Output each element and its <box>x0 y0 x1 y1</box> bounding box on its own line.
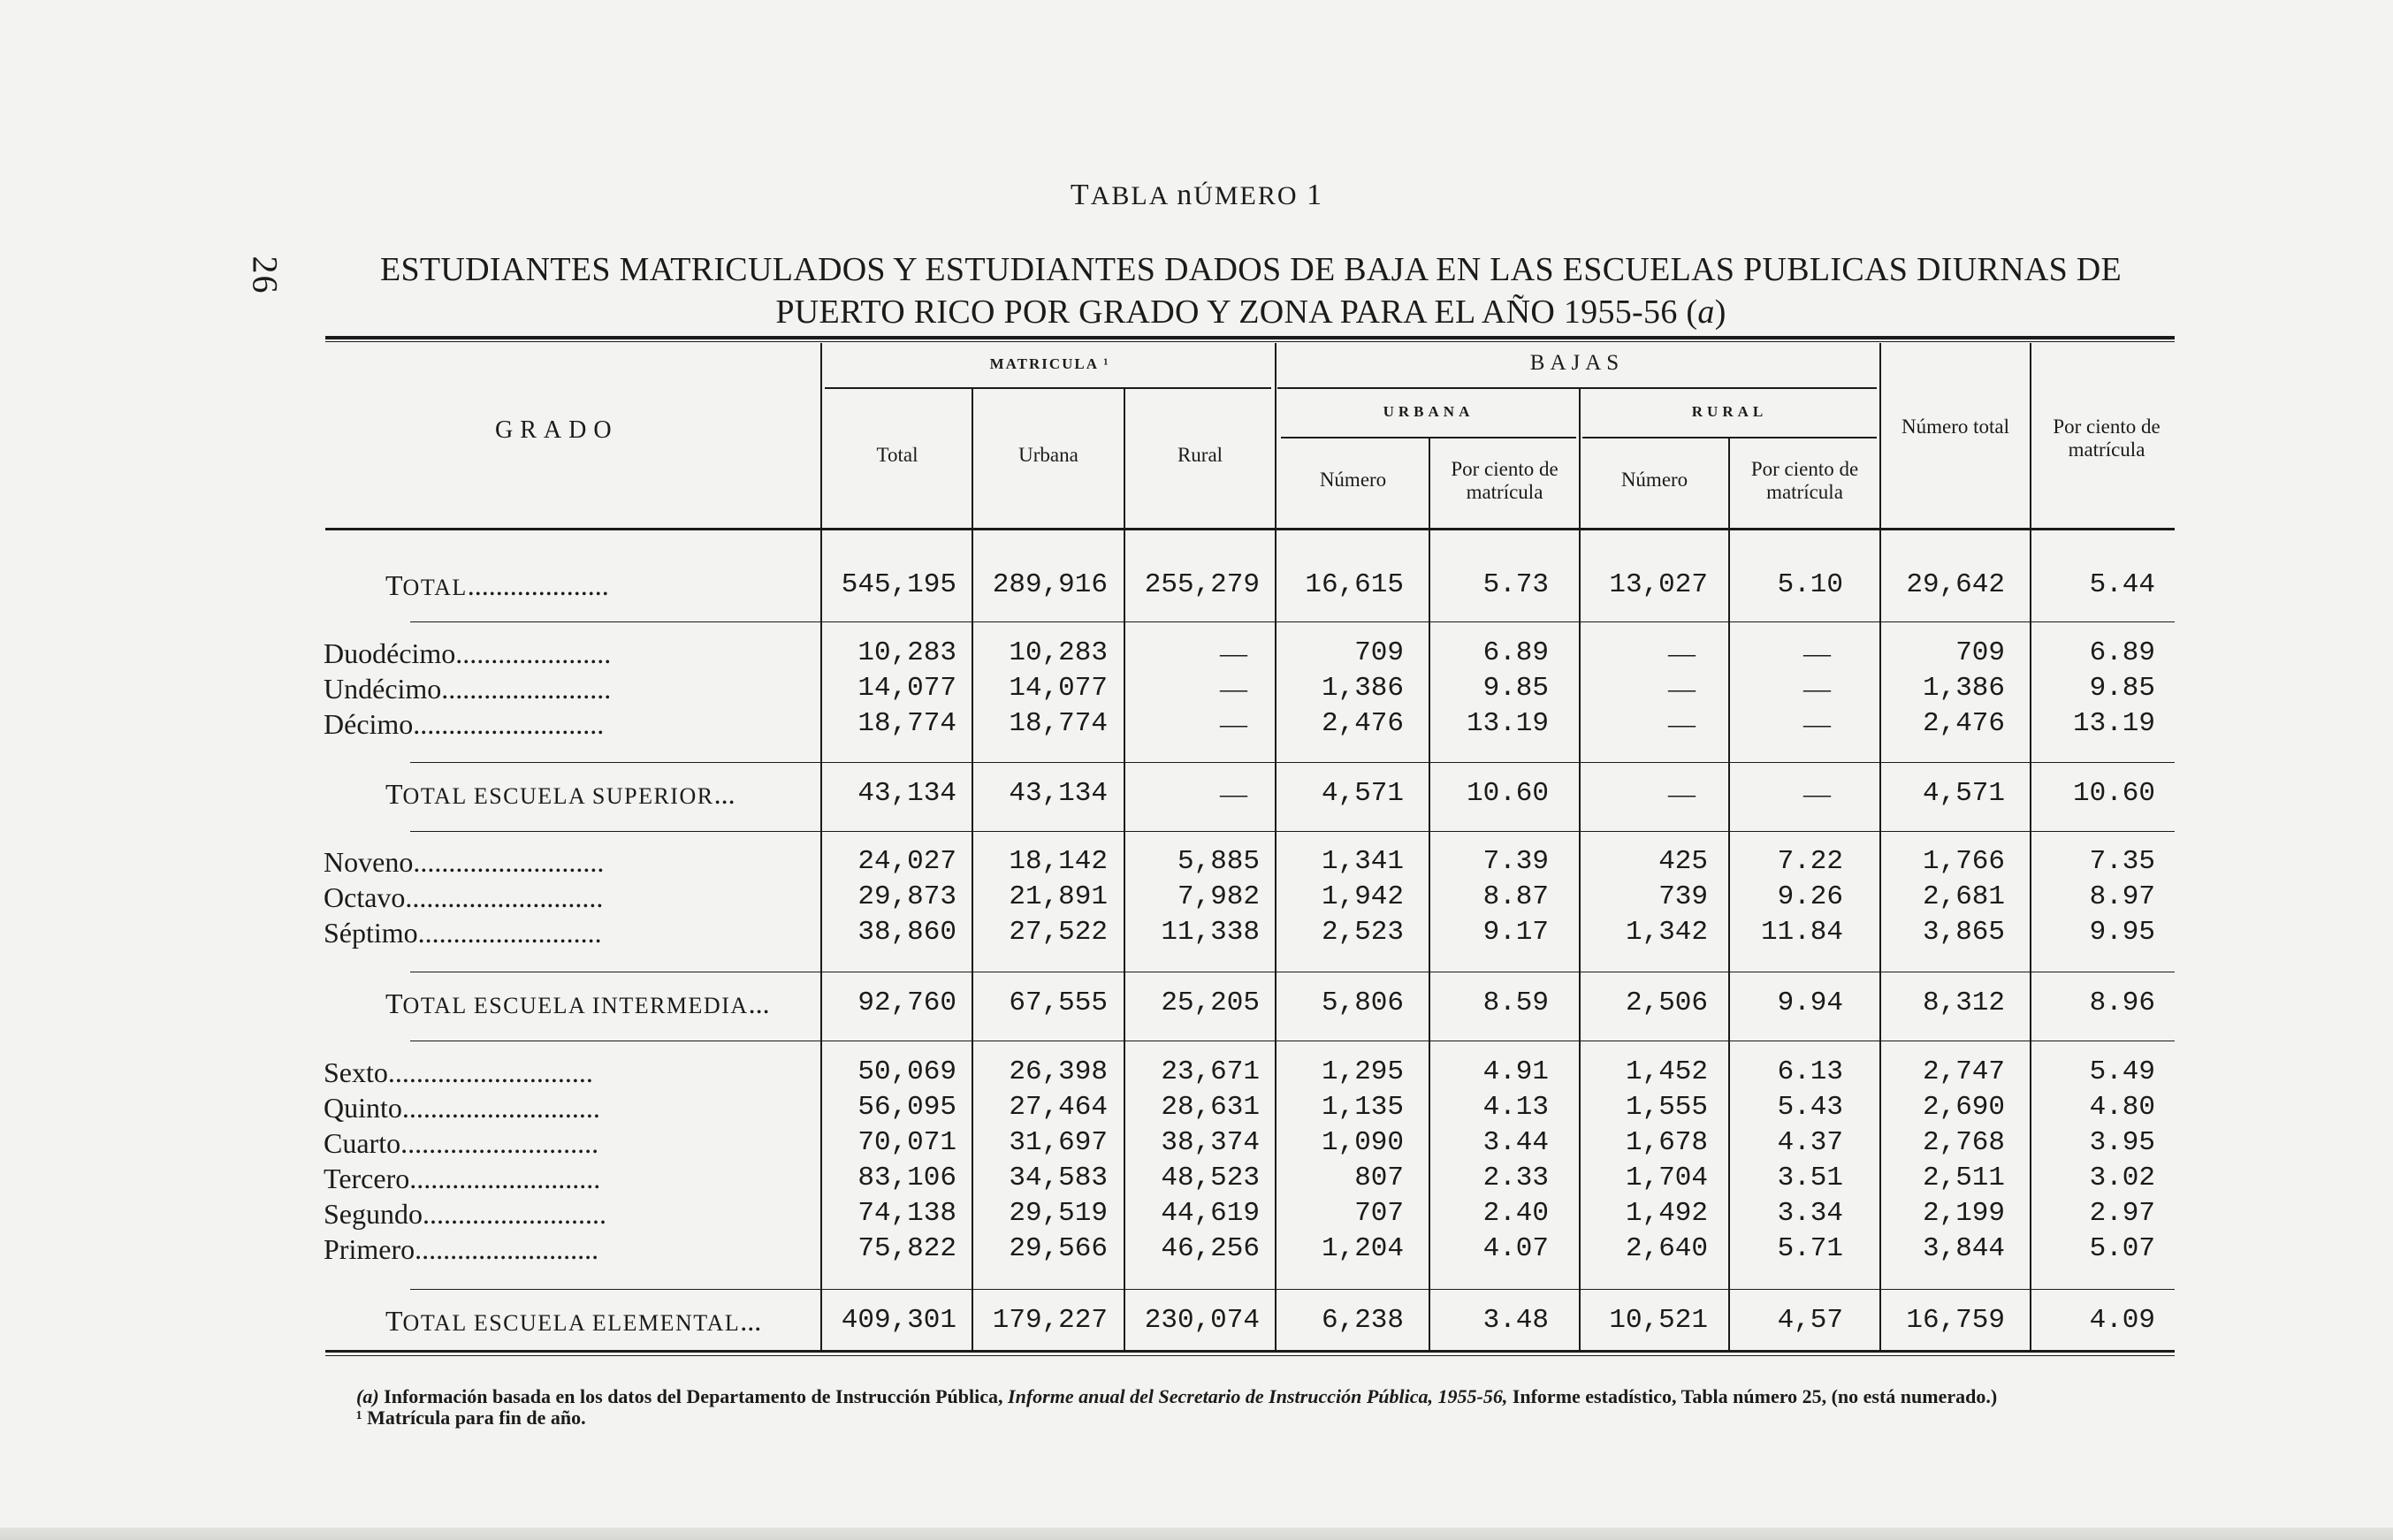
footnote-a-marker: (a) <box>356 1385 379 1407</box>
cell-matricula-urbana: 29,566 <box>1009 1233 1108 1264</box>
cell-rural-numero: 1,342 <box>1625 917 1708 948</box>
cell-urbana-por-ciento: 5.73 <box>1482 569 1549 600</box>
cell-urbana-numero: 1,090 <box>1321 1127 1404 1158</box>
cell-matricula-rural: 38,374 <box>1161 1127 1260 1158</box>
cell-urbana-por-ciento: 3.44 <box>1482 1127 1549 1158</box>
table-row <box>324 1125 2175 1161</box>
table-row <box>324 915 2175 950</box>
row-label: Cuarto............................ <box>324 1127 599 1159</box>
cell-matricula-rural: 48,523 <box>1161 1163 1260 1193</box>
cell-urbana-numero: 807 <box>1354 1163 1404 1193</box>
cell-rural-numero: — <box>1668 778 1696 809</box>
cell-matricula-total: 56,095 <box>857 1092 956 1123</box>
cell-rural-numero: 2,640 <box>1625 1233 1708 1264</box>
table-row <box>324 1196 2175 1231</box>
cell-urbana-numero: 2,523 <box>1321 917 1404 948</box>
table-row <box>324 706 2175 742</box>
cell-rural-numero: 1,555 <box>1625 1092 1708 1123</box>
cell-matricula-rural: 11,338 <box>1161 917 1260 948</box>
cell-urbana-numero: 1,341 <box>1321 846 1404 877</box>
cell-matricula-rural: 44,619 <box>1161 1198 1260 1229</box>
cell-matricula-total: 14,077 <box>857 673 956 704</box>
separator-after-total <box>410 621 2175 622</box>
header-urbana: Urbana <box>1018 444 1078 466</box>
cell-rural-por-ciento: 5.71 <box>1777 1233 1843 1264</box>
total-row <box>324 986 2175 1021</box>
cell-urbana-numero: 1,204 <box>1321 1233 1404 1264</box>
cell-por-ciento-total: 6.89 <box>2089 637 2155 668</box>
cell-matricula-total: 545,195 <box>841 569 956 600</box>
bottom-rule <box>325 1350 2175 1353</box>
table-row <box>324 1055 2175 1090</box>
cell-numero-total: 2,681 <box>1922 881 2005 912</box>
cell-numero-total: 2,768 <box>1922 1127 2005 1158</box>
cell-matricula-total: 43,134 <box>857 778 956 809</box>
header-bottom-rule <box>325 528 2175 530</box>
cell-urbana-por-ciento: 6.89 <box>1482 637 1549 668</box>
cell-numero-total: 709 <box>1955 637 2005 668</box>
cell-rural-por-ciento: 4.37 <box>1777 1127 1843 1158</box>
cell-por-ciento-total: 2.97 <box>2089 1198 2155 1229</box>
cell-matricula-urbana: 31,697 <box>1009 1127 1108 1158</box>
cell-urbana-por-ciento: 7.39 <box>1482 846 1549 877</box>
cell-por-ciento-total: 8.97 <box>2089 881 2155 912</box>
cell-matricula-rural: 5,885 <box>1177 846 1260 877</box>
cell-matricula-urbana: 18,774 <box>1009 708 1108 739</box>
cell-por-ciento-total: 13.19 <box>2072 708 2155 739</box>
cell-matricula-rural: 230,074 <box>1144 1305 1260 1336</box>
cell-por-ciento-total: 8.96 <box>2089 987 2155 1018</box>
cell-urbana-numero: 16,615 <box>1305 569 1404 600</box>
cell-urbana-numero: 6,238 <box>1321 1305 1404 1336</box>
cell-rural-numero: 739 <box>1658 881 1708 912</box>
header-rural: Rural <box>1177 444 1223 466</box>
cell-numero-total: 4,571 <box>1922 778 2005 809</box>
cell-matricula-rural: — <box>1220 778 1247 809</box>
cell-urbana-por-ciento: 2.40 <box>1482 1198 1549 1229</box>
cell-matricula-total: 83,106 <box>857 1163 956 1193</box>
cell-numero-total: 29,642 <box>1906 569 2005 600</box>
row-label: TOTAL ESCUELA ELEMENTAL... <box>385 1305 762 1337</box>
cell-rural-numero: 13,027 <box>1609 569 1708 600</box>
cell-urbana-por-ciento: 9.85 <box>1482 673 1549 704</box>
cell-rural-numero: — <box>1668 673 1696 704</box>
cell-por-ciento-total: 4.09 <box>2089 1305 2155 1336</box>
page-number: 26 <box>245 255 286 295</box>
row-label: TOTAL ESCUELA SUPERIOR... <box>385 778 735 810</box>
header-matricula: MATRICULA ¹ <box>989 355 1110 372</box>
cell-rural-por-ciento: — <box>1803 778 1831 809</box>
cell-urbana-numero: 709 <box>1354 637 1404 668</box>
table-row <box>324 844 2175 880</box>
cell-por-ciento-total: 4.80 <box>2089 1092 2155 1123</box>
table-row <box>324 1090 2175 1125</box>
cell-rural-numero: 1,492 <box>1625 1198 1708 1229</box>
cell-por-ciento-total: 5.44 <box>2089 569 2155 600</box>
header-rural-group: RURAL <box>1691 403 1768 420</box>
table-title <box>323 248 2179 333</box>
footnote-1-text: Matrícula para fin de año. <box>367 1407 586 1429</box>
scan-edge <box>0 1528 2393 1540</box>
cell-urbana-numero: 2,476 <box>1321 708 1404 739</box>
row-label: Segundo.......................... <box>324 1198 606 1230</box>
header-urbana-numero: Número <box>1319 469 1387 491</box>
header-total: Total <box>876 444 918 466</box>
cell-matricula-urbana: 21,891 <box>1009 881 1108 912</box>
cell-matricula-urbana: 14,077 <box>1009 673 1108 704</box>
cell-matricula-total: 75,822 <box>857 1233 956 1264</box>
cell-matricula-urbana: 26,398 <box>1009 1056 1108 1087</box>
cell-rural-numero: 10,521 <box>1609 1305 1708 1336</box>
cell-rural-por-ciento: 7.22 <box>1777 846 1843 877</box>
title-line-1: ESTUDIANTES MATRICULADOS Y ESTUDIANTES DADOS DE BAJA EN LAS ESCUELAS PUBLICAS DIURNAS DE <box>379 251 2122 288</box>
footnote-a-text: Información basada en los datos del Departamento de Instrucción Pública, <box>384 1385 1003 1407</box>
matricula-underline <box>825 387 1271 389</box>
header-grado: GRADO <box>495 416 619 444</box>
cell-rural-numero: 1,704 <box>1625 1163 1708 1193</box>
cell-matricula-total: 409,301 <box>841 1305 956 1336</box>
cell-por-ciento-total: 9.95 <box>2089 917 2155 948</box>
row-label: Séptimo.......................... <box>324 917 602 949</box>
cell-urbana-numero: 1,295 <box>1321 1056 1404 1087</box>
cell-urbana-numero: 1,135 <box>1321 1092 1404 1123</box>
footnote-1-marker: ¹ <box>356 1407 362 1429</box>
cell-matricula-rural: — <box>1220 708 1247 739</box>
title-line-2: PUERTO RICO POR GRADO Y ZONA PARA EL AÑO 1955-56 (a) <box>775 294 1726 331</box>
cell-matricula-total: 38,860 <box>857 917 956 948</box>
row-label: Primero.......................... <box>324 1233 599 1265</box>
cell-matricula-rural: 46,256 <box>1161 1233 1260 1264</box>
cell-rural-por-ciento: 11.84 <box>1760 917 1843 948</box>
cell-matricula-urbana: 27,522 <box>1009 917 1108 948</box>
cell-urbana-por-ciento: 3.48 <box>1482 1305 1549 1336</box>
cell-urbana-numero: 1,386 <box>1321 673 1404 704</box>
cell-urbana-por-ciento: 4.91 <box>1482 1056 1549 1087</box>
cell-rural-numero: 425 <box>1658 846 1708 877</box>
table-row <box>324 671 2175 706</box>
cell-rural-por-ciento: 5.10 <box>1777 569 1843 600</box>
cell-matricula-urbana: 27,464 <box>1009 1092 1108 1123</box>
cell-rural-por-ciento: 6.13 <box>1777 1056 1843 1087</box>
cell-por-ciento-total: 10.60 <box>2072 778 2155 809</box>
cell-numero-total: 2,690 <box>1922 1092 2005 1123</box>
row-label: Noveno........................... <box>324 846 605 878</box>
cell-rural-numero: — <box>1668 708 1696 739</box>
cell-urbana-numero: 4,571 <box>1321 778 1404 809</box>
cell-matricula-rural: — <box>1220 673 1247 704</box>
row-label: Décimo........................... <box>324 708 605 740</box>
row-label: TOTAL.................... <box>385 569 609 601</box>
cell-por-ciento-total: 3.95 <box>2089 1127 2155 1158</box>
cell-rural-por-ciento: 9.26 <box>1777 881 1843 912</box>
footnote-a-text-2: Informe estadístico, Tabla número 25, (no está numerado.) <box>1512 1385 1998 1407</box>
cell-rural-numero: — <box>1668 637 1696 668</box>
cell-numero-total: 3,865 <box>1922 917 2005 948</box>
cell-numero-total: 2,199 <box>1922 1198 2005 1229</box>
separator-before-superior <box>410 762 2175 763</box>
cell-matricula-urbana: 18,142 <box>1009 846 1108 877</box>
header-bajas: BAJAS <box>1529 351 1625 375</box>
cell-urbana-por-ciento: 9.17 <box>1482 917 1549 948</box>
header-rural-por-ciento: Por ciento de matrícula <box>1750 458 1859 503</box>
cell-matricula-urbana: 10,283 <box>1009 637 1108 668</box>
cell-matricula-urbana: 67,555 <box>1009 987 1108 1018</box>
footnote-1 <box>325 1407 2180 1429</box>
cell-urbana-por-ciento: 10.60 <box>1466 778 1549 809</box>
separator-after-superior <box>410 831 2175 832</box>
cell-numero-total: 3,844 <box>1922 1233 2005 1264</box>
cell-por-ciento-total: 3.02 <box>2089 1163 2155 1193</box>
table-row <box>324 1161 2175 1196</box>
cell-numero-total: 1,766 <box>1922 846 2005 877</box>
header-urbana-group: URBANA <box>1383 403 1475 420</box>
cell-numero-total: 1,386 <box>1922 673 2005 704</box>
cell-urbana-numero: 707 <box>1354 1198 1404 1229</box>
cell-matricula-rural: 23,671 <box>1161 1056 1260 1087</box>
cell-numero-total: 2,747 <box>1922 1056 2005 1087</box>
row-label: Duodécimo...................... <box>324 637 612 669</box>
cell-urbana-por-ciento: 13.19 <box>1466 708 1549 739</box>
cell-matricula-total: 24,027 <box>857 846 956 877</box>
cell-matricula-rural: 25,205 <box>1161 987 1260 1018</box>
cell-matricula-rural: 7,982 <box>1177 881 1260 912</box>
cell-rural-numero: 1,452 <box>1625 1056 1708 1087</box>
bajas-underline <box>1277 387 1877 389</box>
row-label: Undécimo........................ <box>324 673 612 705</box>
table-row <box>324 880 2175 915</box>
cell-matricula-urbana: 179,227 <box>992 1305 1108 1336</box>
cell-urbana-numero: 1,942 <box>1321 881 1404 912</box>
cell-matricula-total: 70,071 <box>857 1127 956 1158</box>
bottom-rule-thin <box>325 1355 2175 1356</box>
cell-numero-total: 2,476 <box>1922 708 2005 739</box>
cell-matricula-urbana: 29,519 <box>1009 1198 1108 1229</box>
row-label: Octavo............................ <box>324 881 604 913</box>
cell-urbana-por-ciento: 8.87 <box>1482 881 1549 912</box>
cell-por-ciento-total: 5.49 <box>2089 1056 2155 1087</box>
row-label: Tercero........................... <box>324 1163 601 1194</box>
cell-rural-numero: 2,506 <box>1625 987 1708 1018</box>
total-row <box>324 568 2175 603</box>
cell-por-ciento-total: 5.07 <box>2089 1233 2155 1264</box>
table-row <box>324 1231 2175 1267</box>
cell-matricula-total: 74,138 <box>857 1198 956 1229</box>
cell-matricula-total: 29,873 <box>857 881 956 912</box>
cell-por-ciento-total: 9.85 <box>2089 673 2155 704</box>
row-label: TOTAL ESCUELA INTERMEDIA... <box>385 987 770 1019</box>
footnotes <box>325 1386 2180 1429</box>
cell-matricula-total: 18,774 <box>857 708 956 739</box>
cell-matricula-total: 10,283 <box>857 637 956 668</box>
top-rule-thin <box>325 341 2175 342</box>
header-por-ciento-total: Por ciento de matrícula <box>2053 415 2161 461</box>
header-rural-numero: Número <box>1620 469 1688 491</box>
cell-matricula-total: 50,069 <box>857 1056 956 1087</box>
table-number-value: 1 <box>1307 179 1323 211</box>
cell-urbana-por-ciento: 8.59 <box>1482 987 1549 1018</box>
cell-urbana-numero: 5,806 <box>1321 987 1404 1018</box>
total-row <box>324 1303 2175 1338</box>
cell-rural-numero: 1,678 <box>1625 1127 1708 1158</box>
table-number <box>0 179 2393 212</box>
cell-por-ciento-total: 7.35 <box>2089 846 2155 877</box>
cell-matricula-total: 92,760 <box>857 987 956 1018</box>
cell-rural-por-ciento: 3.51 <box>1777 1163 1843 1193</box>
footnote-a-italic: Informe anual del Secretario de Instrucción Pública, 1955-56, <box>1008 1385 1508 1407</box>
table-row <box>324 636 2175 671</box>
row-label: Quinto............................ <box>324 1092 600 1124</box>
cell-rural-por-ciento: 4,57 <box>1777 1305 1843 1336</box>
cell-matricula-rural: 255,279 <box>1144 569 1260 600</box>
cell-rural-por-ciento: 3.34 <box>1777 1198 1843 1229</box>
cell-numero-total: 2,511 <box>1922 1163 2005 1193</box>
cell-matricula-rural: — <box>1220 637 1247 668</box>
separator-before-elemental <box>410 1289 2175 1290</box>
cell-rural-por-ciento: — <box>1803 673 1831 704</box>
footnote-a <box>325 1386 2180 1407</box>
cell-numero-total: 16,759 <box>1906 1305 2005 1336</box>
header-numero-total: Número total <box>1901 415 2009 438</box>
cell-rural-por-ciento: 9.94 <box>1777 987 1843 1018</box>
cell-matricula-rural: 28,631 <box>1161 1092 1260 1123</box>
cell-urbana-por-ciento: 4.07 <box>1482 1233 1549 1264</box>
row-label: Sexto............................. <box>324 1056 593 1088</box>
cell-rural-por-ciento: — <box>1803 637 1831 668</box>
cell-urbana-por-ciento: 4.13 <box>1482 1092 1549 1123</box>
cell-rural-por-ciento: 5.43 <box>1777 1092 1843 1123</box>
total-row <box>324 776 2175 812</box>
cell-matricula-urbana: 289,916 <box>992 569 1108 600</box>
top-rule <box>325 336 2175 339</box>
cell-matricula-urbana: 34,583 <box>1009 1163 1108 1193</box>
cell-matricula-urbana: 43,134 <box>1009 778 1108 809</box>
table-number-label: TABLA nÚMERO <box>1070 179 1299 211</box>
cell-urbana-por-ciento: 2.33 <box>1482 1163 1549 1193</box>
header-urbana-por-ciento: Por ciento de matrícula <box>1451 458 1558 503</box>
cell-rural-por-ciento: — <box>1803 708 1831 739</box>
cell-numero-total: 8,312 <box>1922 987 2005 1018</box>
